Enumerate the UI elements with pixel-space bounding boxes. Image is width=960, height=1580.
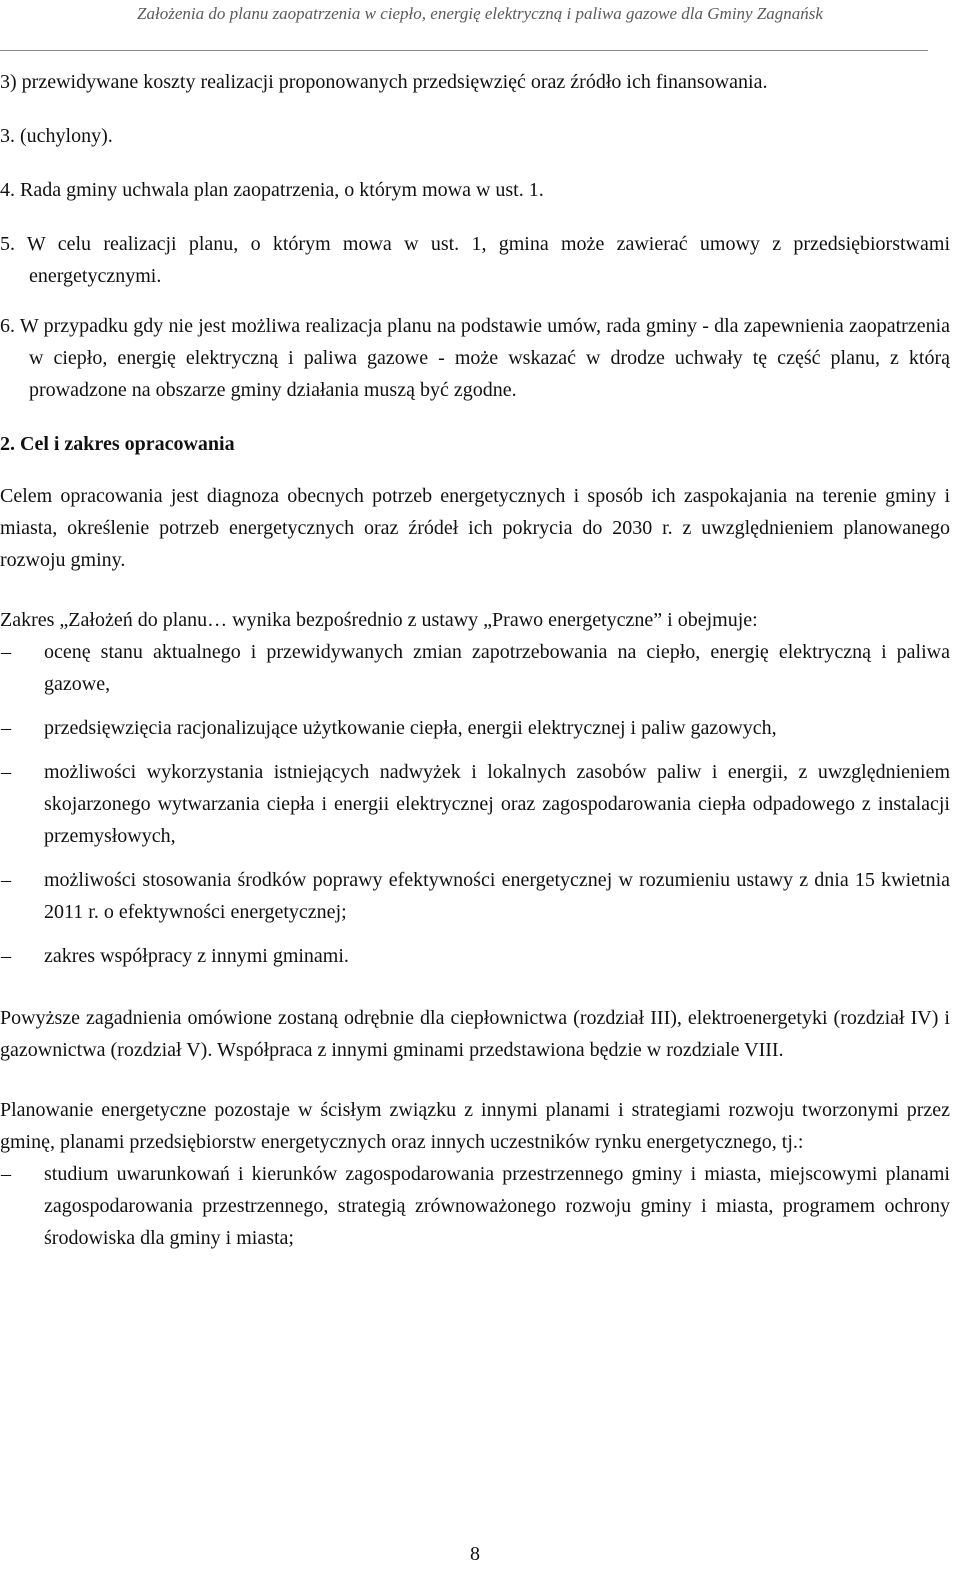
document-body bbox=[0, 60, 950, 1254]
page-number: 8 bbox=[470, 1543, 480, 1565]
chapters-paragraph: Powyższe zagadnienia omówione zostaną odrębnie dla ciepłownictwa (rozdział III), elektroenergetyki (rozdział IV) i gazownictwa (rozdział V). Współpraca z innymi gminami przedstawiona będzie w rozdziale VIII. bbox=[0, 1007, 950, 1061]
list-item bbox=[0, 756, 950, 852]
running-header: Założenia do planu zaopatrzenia w ciepło, energię elektryczną i paliwa gazowe dla Gminy Zagnańsk bbox=[137, 4, 823, 23]
paragraph-6: 6. W przypadku gdy nie jest możliwa realizacja planu na podstawie umów, rada gminy - dla zapewnienia zaopatrzenia w ciepło, energię elektryczną i paliwa gazowe - może wskazać w drodze uchwały tę część planu, z którą prowadzone na obszarze gminy działania muszą być zgodne. bbox=[0, 315, 950, 401]
scope-intro: Zakres „Założeń do planu… wynika bezpośrednio z ustawy „Prawo energetyczne” i obejmuje: bbox=[0, 609, 758, 631]
list-item-text: zakres współpracy z innymi gminami. bbox=[44, 945, 349, 967]
list-item-text: studium uwarunkowań i kierunków zagospodarowania przestrzennego gminy i miasta, miejscowymi planami zagospodarowania przestrzennego, strategią zrównoważonego rozwoju gminy i miasta, programem ochrony środowiska dla gminy i miasta; bbox=[44, 1163, 950, 1249]
planning-paragraph: Planowanie energetyczne pozostaje w ścisłym związku z innymi planami i strategiami rozwoju tworzonymi przez gminę, planami przedsiębiorstw energetycznych oraz innych uczestników rynku energetycznego, tj.: bbox=[0, 1099, 950, 1153]
dash-bullet-icon: – bbox=[1, 761, 11, 783]
paragraph-5: 5. W celu realizacji planu, o którym mowa w ust. 1, gmina może zawierać umowy z przedsiębiorstwami energetycznymi. bbox=[0, 233, 950, 287]
list-item bbox=[0, 1158, 950, 1254]
dash-bullet-icon: – bbox=[1, 717, 11, 739]
paragraph-4: 4. Rada gminy uchwala plan zaopatrzenia, o którym mowa w ust. 1. bbox=[0, 179, 544, 201]
dash-bullet-icon: – bbox=[1, 1163, 11, 1185]
list-item-3: 3) przewidywane koszty realizacji proponowanych przedsięwzięć oraz źródło ich finansowania. bbox=[0, 71, 768, 93]
list-item-text: możliwości stosowania środków poprawy efektywności energetycznej w rozumieniu ustawy z dnia 15 kwietnia 2011 r. o efektywności energetycznej; bbox=[44, 869, 950, 923]
list-item bbox=[0, 712, 950, 744]
planning-list bbox=[0, 1158, 950, 1254]
dash-bullet-icon: – bbox=[1, 869, 11, 891]
scope-list bbox=[0, 636, 950, 972]
list-item bbox=[0, 864, 950, 928]
section-heading: 2. Cel i zakres opracowania bbox=[0, 433, 235, 455]
header-divider bbox=[0, 50, 928, 51]
dash-bullet-icon: – bbox=[1, 945, 11, 967]
dash-bullet-icon: – bbox=[1, 641, 11, 663]
purpose-paragraph: Celem opracowania jest diagnoza obecnych potrzeb energetycznych i sposób ich zaspokajania na terenie gminy i miasta, określenie potrzeb energetycznych oraz źródeł ich pokrycia do 2030 r. z uwzględnieniem planowanego rozwoju gminy. bbox=[0, 485, 950, 571]
list-item-text: ocenę stanu aktualnego i przewidywanych zmian zapotrzebowania na ciepło, energię elektryczną i paliwa gazowe, bbox=[44, 641, 950, 695]
list-item-text: możliwości wykorzystania istniejących nadwyżek i lokalnych zasobów paliw i energii, z uwzględnieniem skojarzonego wytwarzania ciepła i energii elektrycznej oraz zagospodarowania ciepła odpadowego z instalacji przemysłowych, bbox=[44, 761, 950, 847]
list-item-text: przedsięwzięcia racjonalizujące użytkowanie ciepła, energii elektrycznej i paliw gazowych, bbox=[44, 717, 777, 739]
paragraph-3: 3. (uchylony). bbox=[0, 125, 113, 147]
list-item bbox=[0, 636, 950, 700]
list-item bbox=[0, 940, 950, 972]
